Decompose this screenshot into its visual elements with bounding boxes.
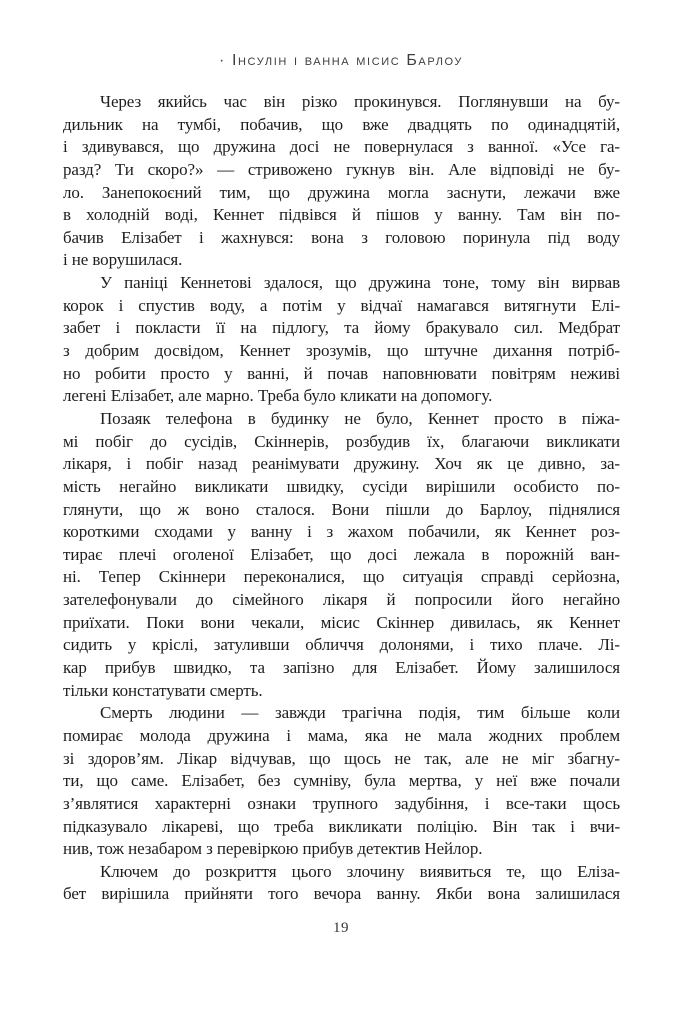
text-line: тирає плечі оголеної Елізабет, що досі лежала в порожній ван-	[63, 544, 620, 564]
page-number: 19	[333, 920, 349, 936]
text-line: Позаяк телефона в будинку не було, Кеннет просто в піжа-	[100, 408, 620, 428]
text-line: короткими сходами у ванну і з жахом побачили, як Кеннет роз-	[63, 522, 620, 542]
text-line: ло. Занепокоєний тим, що дружина могла заснути, лежачи вже	[63, 182, 620, 202]
paragraph	[63, 702, 620, 860]
text-line: нив, тож незабаром з перевіркою прибув детектив Нейлор.	[63, 839, 483, 859]
text-line: легені Елізабет, але марно. Треба було кликати на допомогу.	[63, 386, 493, 406]
text-line: бачив Елізабет і жахнувся: вона з головою поринула під воду	[63, 227, 620, 247]
text-line: зателефонували до сімейного лікаря й попросили його негайно	[63, 590, 620, 610]
text-line: корок і спустив воду, а потім у відчаї намагався витягнути Елі-	[63, 295, 620, 315]
paragraph	[63, 91, 620, 272]
text-line: зі здоров’ям. Лікар відчував, що щось не так, але не міг збагну-	[63, 748, 620, 768]
text-line: сидить у кріслі, затуливши обличчя долонями, і тихо плаче. Лі-	[63, 635, 620, 655]
text-line: тільки констатувати смерть.	[63, 680, 263, 700]
text-line: глянути, що ж воно сталося. Вони пішли до Барлоу, піднялися	[63, 499, 620, 519]
text-line: Ключем до розкриття цього злочину виявиться те, що Еліза-	[100, 861, 620, 881]
text-line: з добрим досвідом, Кеннет зрозумів, що штучне дихання потріб-	[63, 341, 620, 361]
text-line: ні. Тепер Скіннери переконалися, що ситуація справді серйозна,	[63, 567, 620, 587]
text-line: У паніці Кеннетові здалося, що дружина тоне, тому він вирвав	[100, 273, 620, 293]
running-header-text: · Інсулін і ванна місис Барлоу	[218, 52, 464, 69]
text-line: Через якийсь час він різко прокинувся. Поглянувши на бу-	[100, 92, 620, 111]
text-line: разд? Ти скоро?» — стривожено гукнув він. Але відповіді не бу-	[63, 159, 620, 179]
text-line: мі побіг до сусідів, Скіннерів, розбудив їх, благаючи викликати	[63, 431, 620, 451]
text-line: бет вирішила прийняти того вечора ванну. Якби вона залишилася	[63, 884, 620, 904]
text-line: забет і покласти її на підлогу, та йому бракувало сил. Медбрат	[63, 318, 620, 338]
text-line: ти, що саме. Елізабет, без сумніву, була мертва, у неї вже почали	[63, 771, 620, 791]
body-text	[63, 91, 620, 906]
paragraph	[63, 272, 620, 408]
text-line: приїхати. Поки вони чекали, місис Скіннер дивилась, як Кеннет	[63, 612, 620, 632]
text-line: підказувало лікареві, що треба викликати поліцію. Він так і вчи-	[63, 816, 620, 836]
text-line: і здивувався, що дружина досі не повернулася з ванної. «Усе га-	[63, 137, 620, 157]
text-line: помирає молода дружина і мама, яка не мала жодних проблем	[63, 725, 620, 745]
paragraph	[63, 408, 620, 702]
text-line: кар прибув швидко, та запізно для Елізабет. Йому залишилося	[63, 658, 620, 678]
running-header	[0, 52, 682, 70]
text-line: дильник на тумбі, побачив, що вже двадцять по одинадцятій,	[63, 114, 620, 134]
text-line: но робити просто у ванні, й почав наповнювати повітрям неживі	[63, 363, 620, 383]
text-line: і не ворушилася.	[63, 250, 183, 270]
paragraph	[63, 861, 620, 906]
text-line: з’являтися характерні ознаки трупного задубіння, і все-таки щось	[63, 793, 620, 813]
text-line: в холодній воді, Кеннет підвівся й пішов у ванну. Там він по-	[63, 205, 620, 225]
text-line: Смерть людини — завжди трагічна подія, тим більше коли	[100, 703, 620, 723]
text-line: лікаря, і побіг назад реанімувати дружину. Хоч як це дивно, за-	[63, 454, 620, 474]
text-line: мість негайно викликати швидку, сусіди вирішили особисто по-	[63, 476, 620, 496]
